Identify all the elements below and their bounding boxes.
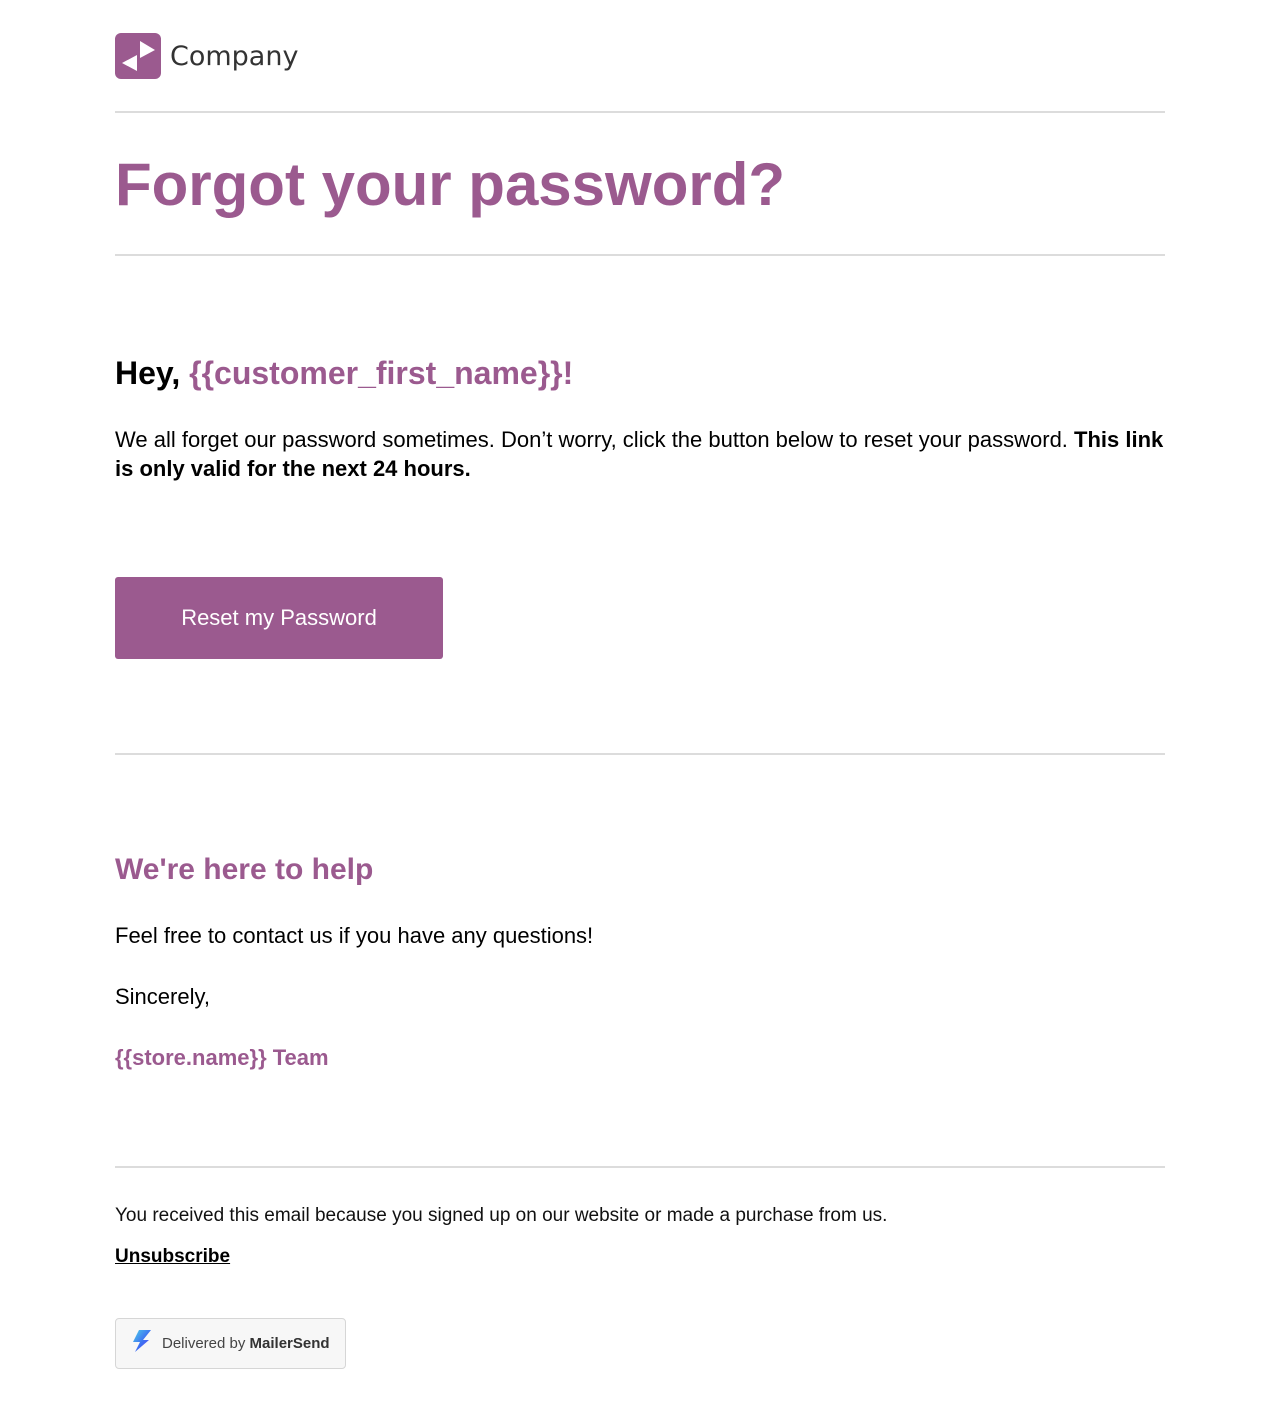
email-header	[115, 33, 298, 79]
help-heading: We're here to help	[115, 853, 374, 886]
greeting-prefix: Hey,	[115, 355, 190, 391]
page-title: Forgot your password?	[115, 151, 786, 218]
delivered-by-badge[interactable]	[115, 1318, 346, 1369]
divider	[115, 111, 1165, 113]
mailersend-bolt-icon	[130, 1329, 154, 1358]
greeting	[115, 352, 573, 394]
play-arrows-logo-icon	[115, 33, 161, 79]
divider	[115, 753, 1165, 755]
divider	[115, 254, 1165, 256]
sign-off: Sincerely,	[115, 984, 210, 1009]
badge-brand: MailerSend	[249, 1335, 330, 1352]
badge-prefix: Delivered by	[162, 1335, 250, 1352]
intro-text: We all forget our password sometimes. Don’t worry, click the button below to reset your password.	[115, 427, 1075, 452]
intro-validity-note: This link is only valid for the next 24 hours.	[115, 427, 1164, 481]
signature: {{store.name}} Team	[115, 1045, 329, 1070]
divider	[115, 1166, 1165, 1168]
help-text: Feel free to contact us if you have any questions!	[115, 923, 594, 948]
delivered-by-text	[162, 1335, 330, 1352]
unsubscribe-link[interactable]: Unsubscribe	[115, 1246, 231, 1267]
company-name: Company	[170, 40, 299, 72]
customer-name-placeholder: {{customer_first_name}}!	[189, 355, 574, 391]
intro-paragraph	[115, 425, 1165, 483]
reset-password-button[interactable]: Reset my Password	[115, 577, 443, 659]
footer-note: You received this email because you signed up on our website or made a purchase from us.	[115, 1205, 888, 1226]
